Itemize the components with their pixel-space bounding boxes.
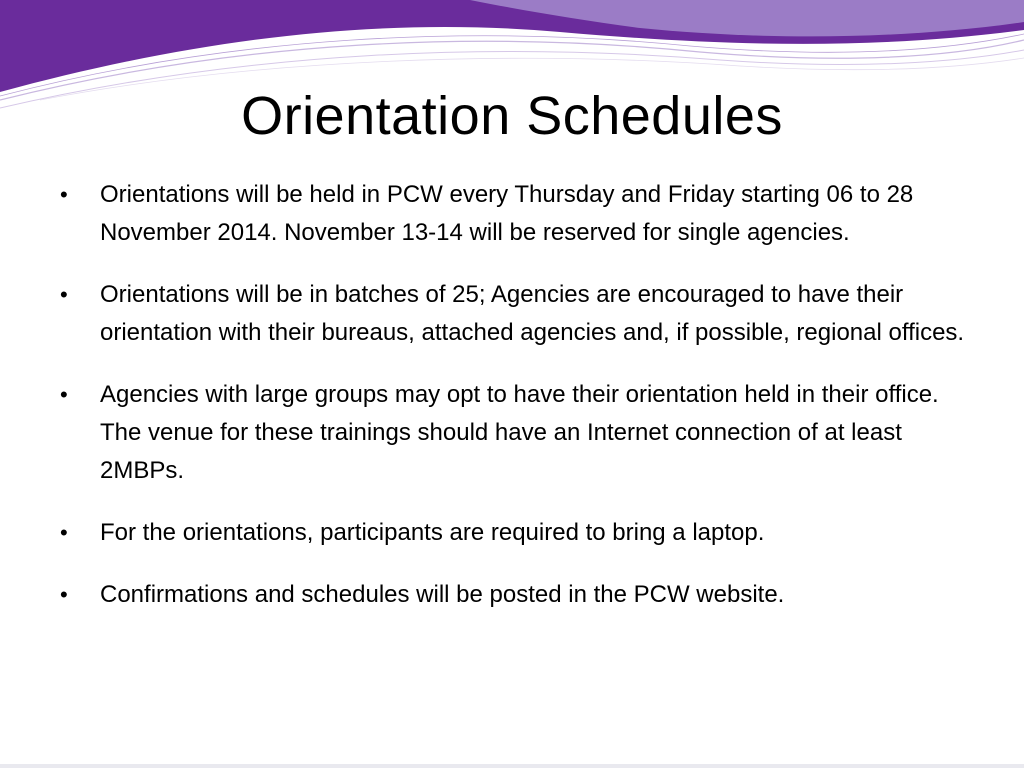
bullet-icon: • [60,520,68,545]
bullet-text: Confirmations and schedules will be posted in the PCW website. [100,581,785,608]
slide-title: Orientation Schedules [241,86,783,146]
bullet-icon: • [60,182,68,207]
bullet-item [58,376,968,490]
bullet-text: Orientations will be in batches of 25; Agencies are encouraged to have their orientation with their bureaus, attached agencies and, if possible, regional offices. [100,281,965,346]
bullet-item [58,514,968,552]
bullet-icon: • [60,382,68,407]
bullet-text: For the orientations, participants are required to bring a laptop. [100,519,765,546]
bullet-text: Agencies with large groups may opt to have their orientation held in their office. The venue for these trainings should have an Internet connection of at least 2MBPs. [100,381,939,484]
footer-divider [0,764,1024,768]
bullet-icon: • [60,282,68,307]
bullet-icon: • [60,582,68,607]
bullet-item [58,576,968,614]
bullet-item [58,176,968,252]
bullet-list [58,176,968,638]
bullet-item [58,276,968,352]
bullet-text: Orientations will be held in PCW every Thursday and Friday starting 06 to 28 November 2014. November 13-14 will be reserved for single agencies. [100,181,914,246]
